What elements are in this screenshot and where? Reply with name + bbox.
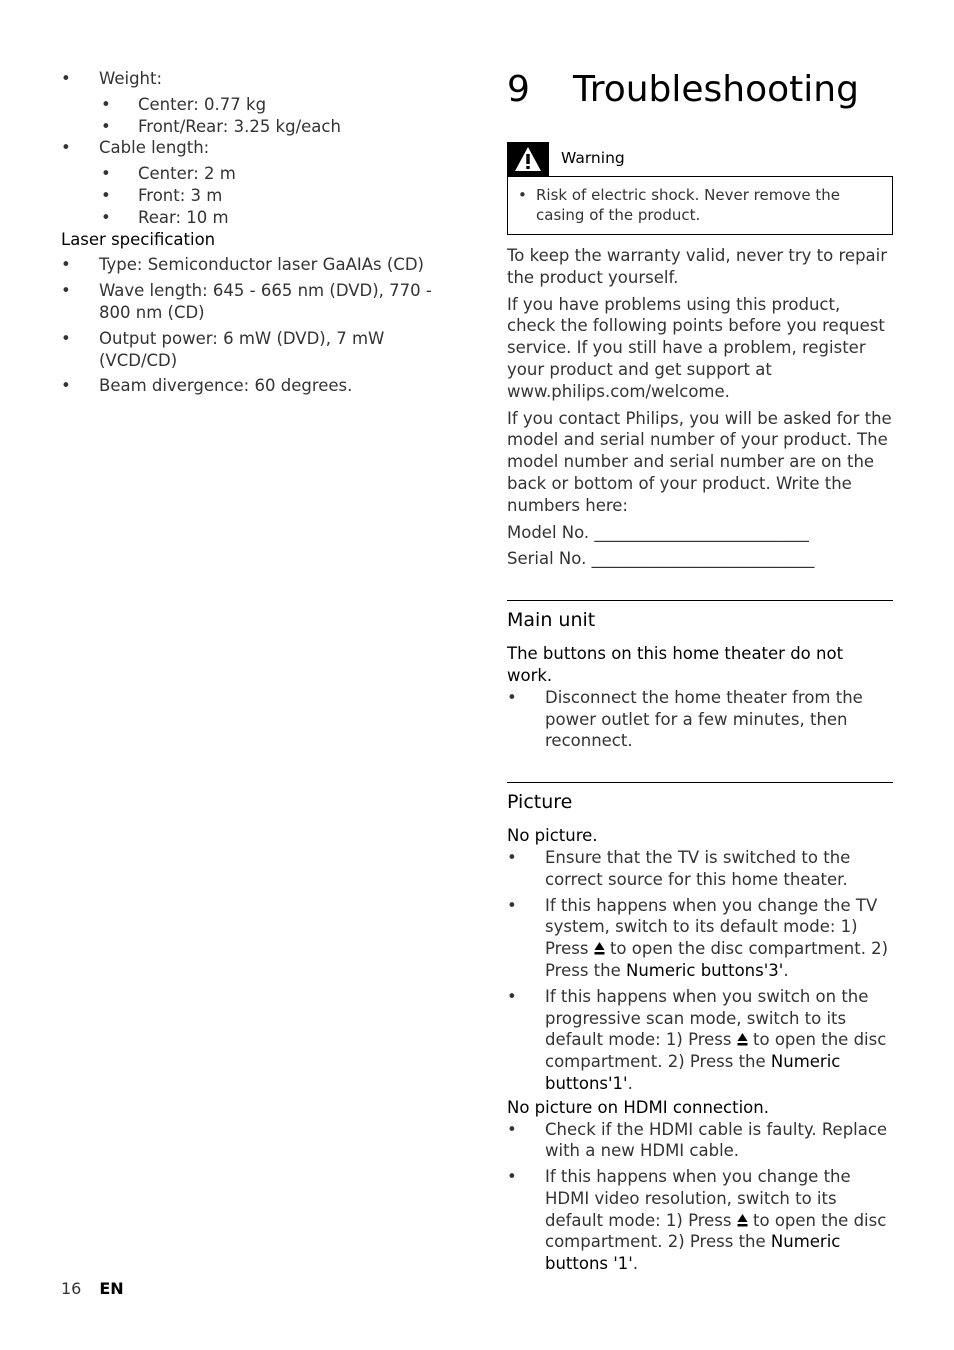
intro-warranty: To keep the warranty valid, never try to repair the product yourself.	[507, 246, 888, 287]
main-unit-question: The buttons on this home theater do not work.	[507, 644, 844, 685]
intro-contact: If you contact Philips, you will be asked for the model and serial number of your product. The model number and serial number are on the back or bottom of your product. Write the numbers here:	[507, 408, 892, 515]
picture-answer-3: • If this happens when you switch on the progressive scan mode, switch to its default mode: 1) Press to open the disc compartment. 2) Press the Numeric buttons'1'.	[507, 986, 887, 1093]
right-column	[507, 68, 893, 1275]
laser-power: • Output power: 6 mW (DVD), 7 mW (VCD/CD)	[61, 328, 385, 370]
cable-rear: • Rear: 10 m	[101, 207, 229, 227]
model-number-line: Model No. __________________________	[507, 522, 809, 542]
hdmi-answer-1: • Check if the HDMI cable is faulty. Replace with a new HDMI cable.	[507, 1119, 888, 1161]
warning-box	[507, 176, 893, 235]
weight-item: • Weight:	[61, 69, 163, 88]
laser-heading: Laser specification	[61, 229, 216, 249]
weight-label: Weight:	[99, 69, 163, 88]
main-unit-rule	[507, 600, 893, 601]
eject-icon	[737, 1213, 748, 1227]
picture-title: Picture	[507, 791, 573, 814]
hdmi-answer-2: • If this happens when you change the HDMI video resolution, switch to its default mode: 1) Press to open the disc compartment. 2) Press the Numeric buttons '1'.	[507, 1167, 887, 1274]
chapter-number: 9	[507, 69, 530, 110]
page-number: 16	[61, 1279, 82, 1298]
chapter-title-text: Troubleshooting	[573, 69, 859, 110]
picture-answer-1: • Ensure that the TV is switched to the correct source for this home theater.	[507, 847, 851, 889]
no-picture-question: No picture.	[507, 826, 598, 846]
weight-front-rear: • Front/Rear: 3.25 kg/each	[101, 116, 341, 136]
numeric-buttons-1-hdmi: Numeric buttons '1'	[545, 1232, 841, 1274]
hdmi-question: No picture on HDMI connection.	[507, 1097, 769, 1117]
cable-front: • Front: 3 m	[101, 185, 223, 205]
eject-icon	[594, 941, 605, 955]
intro-problems: If you have problems using this product, check the following points before you request service. If you still have a problem, register your product and get support at www.philips.com/welcome.	[507, 294, 885, 401]
page-footer	[61, 1279, 124, 1298]
numeric-buttons-3: Numeric buttons'3'	[626, 960, 784, 980]
laser-divergence: • Beam divergence: 60 degrees.	[61, 376, 353, 396]
main-unit-answer: • Disconnect the home theater from the power outlet for a few minutes, then reconnect.	[507, 687, 863, 751]
cable-item: • Cable length:	[61, 138, 210, 158]
warning-label: Warning	[561, 149, 625, 168]
cable-center: • Center: 2 m	[101, 164, 236, 184]
picture-answer-2: • If this happens when you change the TV system, switch to its default mode: 1) Press to open the disc compartment. 2) Press the Numeric buttons'3'.	[507, 895, 889, 980]
warning-header	[507, 142, 893, 176]
chapter-title	[507, 68, 893, 112]
serial-number-line: Serial No. ___________________________	[507, 549, 815, 569]
weight-center: • Center: 0.77 kg	[101, 94, 267, 114]
laser-type: • Type: Semiconductor laser GaAIAs (CD)	[61, 255, 424, 275]
picture-rule	[507, 782, 893, 783]
main-unit-title: Main unit	[507, 609, 596, 632]
eject-icon	[737, 1032, 748, 1046]
cable-label: Cable length:	[99, 138, 210, 158]
warning-icon	[507, 142, 549, 176]
left-column	[61, 68, 441, 397]
laser-wavelength: • Wave length: 645 - 665 nm (DVD), 770 - 800 nm (CD)	[61, 281, 432, 322]
language-code: EN	[99, 1279, 124, 1298]
numeric-buttons-1: Numeric buttons'1'	[545, 1052, 841, 1093]
warning-item: • Risk of electric shock. Never remove the casing of the product.	[518, 186, 840, 224]
